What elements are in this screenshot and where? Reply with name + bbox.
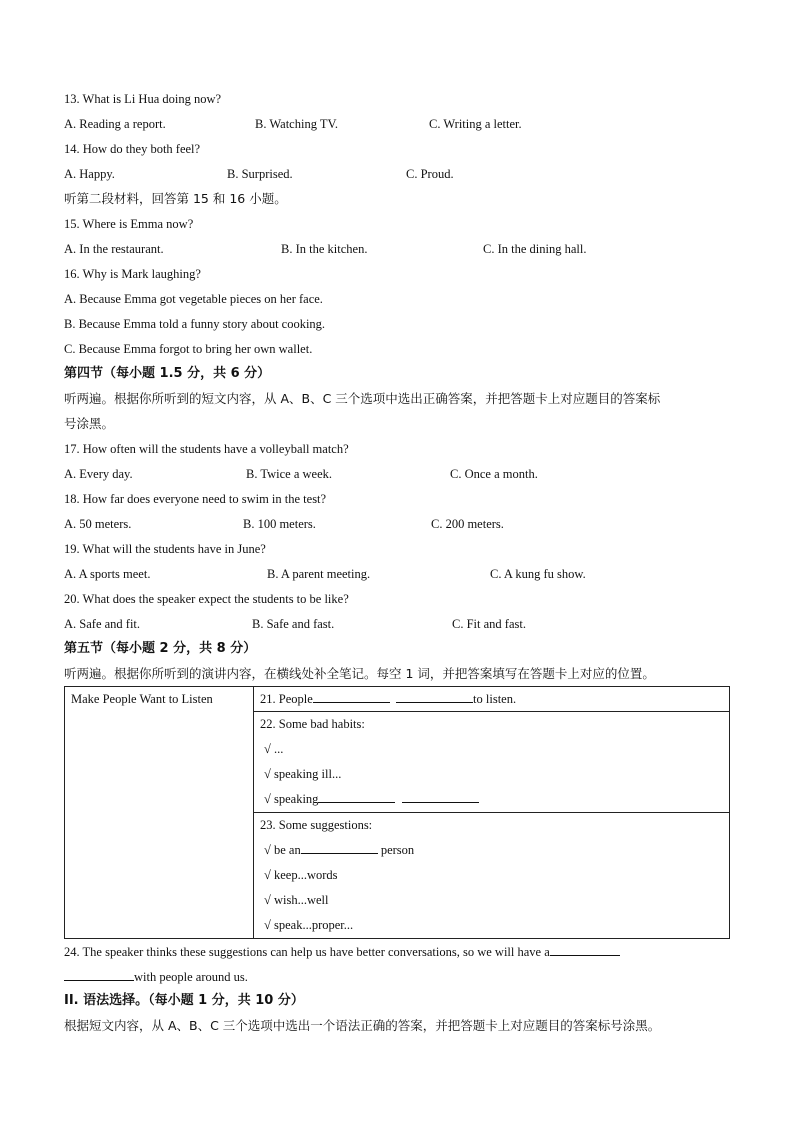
suggestion-3: √ wish...well xyxy=(264,893,329,907)
q21-suffix: to listen. xyxy=(473,692,517,706)
q13-option-b: B. Watching TV. xyxy=(255,117,339,131)
suggestion-1 xyxy=(254,838,729,863)
q21-blank-1[interactable] xyxy=(313,690,390,703)
suggestion-1-suffix: person xyxy=(377,843,415,857)
notes-row-21 xyxy=(254,687,730,712)
q21-line xyxy=(254,687,729,711)
q14-option-a: A. Happy. xyxy=(64,167,115,181)
bad-habit-2: √ speaking ill... xyxy=(264,767,342,781)
q15-option-c: C. In the dining hall. xyxy=(483,242,587,256)
notes-table xyxy=(64,686,730,939)
section5-instructions: 听两遍。根据你所听到的演讲内容，在横线处补全笔记。每空 1 词，并把答案填写在答题卡上对应的位置。 xyxy=(64,666,655,681)
q18-option-a: A. 50 meters. xyxy=(64,517,132,531)
part2-instructions: 根据短文内容，从 A、B、C 三个选项中选出一个语法正确的答案，并把答题卡上对应题目的答案标号涂黑。 xyxy=(64,1018,661,1033)
q22-blank-2[interactable] xyxy=(402,790,479,803)
q17-option-b: B. Twice a week. xyxy=(246,467,333,481)
question-24-line1 xyxy=(64,943,620,960)
q13-option-a: A. Reading a report. xyxy=(64,117,166,131)
q19-option-a: A. A sports meet. xyxy=(64,567,151,581)
bad-habit-3-text: √ speaking xyxy=(264,792,319,806)
question-24-line2 xyxy=(64,968,248,985)
suggestion-4: √ speak...proper... xyxy=(264,918,354,932)
q23-heading: 23. Some suggestions: xyxy=(260,818,373,832)
section4-instructions-line2: 号涂黑。 xyxy=(64,416,115,431)
q20-option-a: A. Safe and fit. xyxy=(64,617,141,631)
q22-heading: 22. Some bad habits: xyxy=(260,717,365,731)
question-13: 13. What is Li Hua doing now? xyxy=(64,92,222,106)
question-18: 18. How far does everyone need to swim in the test? xyxy=(64,492,327,506)
suggestion-2: √ keep...words xyxy=(264,868,338,882)
part2-intro: 听第二段材料，回答第 15 和 16 小题。 xyxy=(64,191,287,206)
question-20: 20. What does the speaker expect the students to be like? xyxy=(64,592,349,606)
q13-option-c: C. Writing a letter. xyxy=(429,117,522,131)
q17-option-a: A. Every day. xyxy=(64,467,133,481)
section4-title: 第四节（每小题 1.5 分，共 6 分） xyxy=(64,366,271,381)
question-17: 17. How often will the students have a volleyball match? xyxy=(64,442,349,456)
question-15: 15. Where is Emma now? xyxy=(64,217,194,231)
section5-title: 第五节（每小题 2 分，共 8 分） xyxy=(64,641,257,656)
bad-habit-3 xyxy=(254,787,729,812)
q14-option-b: B. Surprised. xyxy=(227,167,293,181)
notes-row-22 xyxy=(254,712,730,813)
q15-option-a: A. In the restaurant. xyxy=(64,242,164,256)
q18-option-c: C. 200 meters. xyxy=(431,517,504,531)
q16-option-b: B. Because Emma told a funny story about cooking. xyxy=(64,317,326,331)
q18-option-b: B. 100 meters. xyxy=(243,517,316,531)
notes-topic-cell xyxy=(65,687,254,939)
q24-suffix: with people around us. xyxy=(134,970,248,984)
q17-option-c: C. Once a month. xyxy=(450,467,538,481)
question-16: 16. Why is Mark laughing? xyxy=(64,267,201,281)
q14-option-c: C. Proud. xyxy=(406,167,454,181)
q22-blank-1[interactable] xyxy=(318,790,395,803)
part2-title: II. 语法选择。（每小题 1 分，共 10 分） xyxy=(64,993,304,1008)
q21-blank-2[interactable] xyxy=(396,690,473,703)
q16-option-c: C. Because Emma forgot to bring her own wallet. xyxy=(64,342,313,356)
bad-habit-1: √ ... xyxy=(264,742,284,756)
q24-blank-1[interactable] xyxy=(550,943,620,956)
q19-option-b: B. A parent meeting. xyxy=(267,567,371,581)
suggestion-1-prefix: √ be an xyxy=(264,843,301,857)
notes-row-23 xyxy=(254,813,730,939)
section4-instructions-line1: 听两遍。根据你所听到的短文内容，从 A、B、C 三个选项中选出正确答案，并把答题卡上对应题目的答案标 xyxy=(64,391,661,406)
question-19: 19. What will the students have in June? xyxy=(64,542,266,556)
q20-option-b: B. Safe and fast. xyxy=(252,617,335,631)
q19-option-c: C. A kung fu show. xyxy=(490,567,586,581)
q21-prefix: 21. People xyxy=(260,692,313,706)
q23-blank[interactable] xyxy=(301,841,378,854)
notes-topic: Make People Want to Listen xyxy=(71,692,213,706)
q16-option-a: A. Because Emma got vegetable pieces on her face. xyxy=(64,292,323,306)
q24-blank-2[interactable] xyxy=(64,968,134,981)
question-14: 14. How do they both feel? xyxy=(64,142,201,156)
q24-text: 24. The speaker thinks these suggestions can help us have better conversations, so we will have a xyxy=(64,945,550,959)
q15-option-b: B. In the kitchen. xyxy=(281,242,368,256)
q20-option-c: C. Fit and fast. xyxy=(452,617,526,631)
